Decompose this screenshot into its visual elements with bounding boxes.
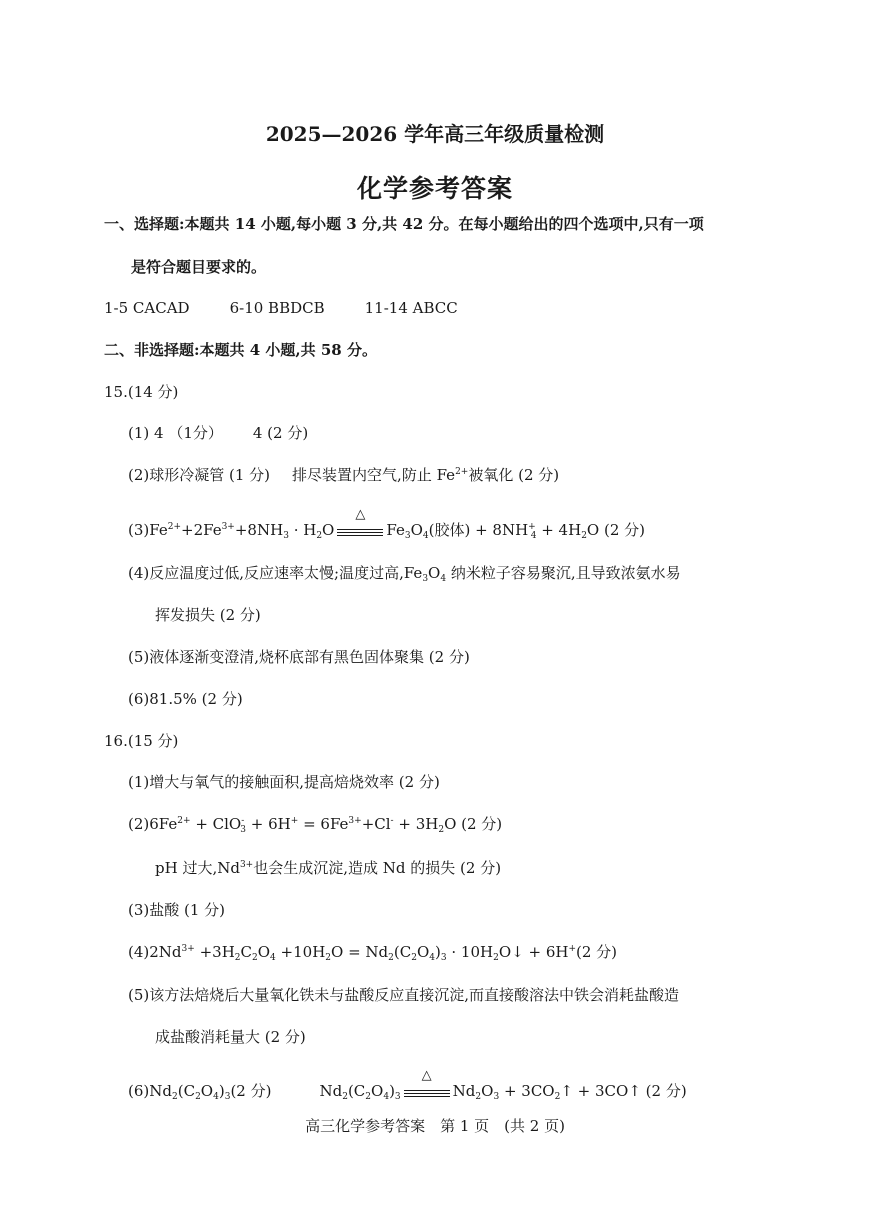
q16-part4-equation: $(4)2Nd^{3+} +3H_2C_2O_4 +10H_2O = Nd_2(C_2O_4)_3$ · $10H_2O↓ + 6H^+(2$ 分) [128,943,618,963]
heating-condition-arrow-2 [404,1068,450,1102]
q15-part4-line2: 挥发损失 (2 分) [155,606,261,624]
q15-part4-line1: (4)反应温度过低,反应速率太慢;温度过高$,Fe_3O_4$ 纳米粒子容易聚沉,且导致浓氨水易 [128,564,681,584]
q16-part3: (3)盐酸 (1 分) [128,901,226,919]
q16-part6-equation: $(6)Nd_2(C_2O_4)_3(2$ 分) $Nd_2(C_2O_4)_3$ △ $Nd_2O_3$ + $3CO_2↑$ + 3CO↑ (2 分) [128,1068,687,1102]
q16-part5-line1: (5)该方法焙烧后大量氧化铁未与盐酸反应直接沉淀,而直接酸溶法中铁会消耗盐酸造 [128,986,680,1004]
q16-part2-note: pH 过大$,Nd^{3+}$也会生成沉淀,造成 Nd 的损失 (2 分) [155,859,502,877]
q16-part2-equation: $(2)6Fe^{2+} + ClO^-_3 + 6H^+ = 6Fe^{3+}+Cl^- + 3H_2O$ (2 分) [128,815,503,835]
q15-part5: (5)液体逐渐变澄清,烧杯底部有黑色固体聚集 (2 分) [128,648,470,666]
document-year-title: 2025—2026 学年高三年级质量检测 [265,122,605,146]
page-footer: 高三化学参考答案 第 1 页 (共 2 页) [305,1117,565,1135]
q15-part1-answer-b: 4 (2 分) [252,424,309,442]
section2-heading: 二、非选择题:本题共 4 小题,共 58 分。 [104,341,377,359]
choice-answers [104,298,458,318]
heat-triangle-icon: △ [355,507,366,522]
q16-part1: (1)增大与氧气的接触面积,提高焙烧效率 (2 分) [128,773,440,791]
q15-part1-answer-a: (1) 4 （1分） [128,424,223,442]
q15-part2-answer-a: (2)球形冷凝管 (1 分) [128,466,271,484]
choice-answers-1-5: 1-5 CACAD [104,299,190,317]
heating-condition-arrow [337,507,383,541]
q15-part2-answer-b: 排尽装置内空气,防止 $Fe^{2+}$被氧化 (2 分) [292,466,560,484]
q15-part2 [128,465,559,485]
q15-part1 [128,423,308,443]
q16-part5-line2: 成盐酸消耗量大 (2 分) [155,1028,306,1046]
q15-label: 15.(14 分) [104,383,179,401]
heat-triangle-icon: △ [421,1068,432,1083]
choice-answers-6-10: 6-10 BBDCB [229,299,325,317]
section1-heading-line2: 是符合题目要求的。 [131,258,267,276]
q15-part6: (6)81.5% (2 分) [128,690,243,708]
choice-answers-11-14: 11-14 ABCC [364,299,458,317]
q16-label: 16.(15 分) [104,732,179,750]
document-main-title: 化学参考答案 [356,174,513,203]
section1-heading-line1: 一、选择题:本题共 14 小题,每小题 3 分,共 42 分。在每小题给出的四个选项中,只有一项 [104,215,704,233]
q15-part3-equation: $(3)Fe^{2+}+2Fe^{3+}+8NH_3 \cdot H_2O$ △ $Fe_3O_4$(胶体) + $8NH^+_4 + 4H_2O$ (2 分) [128,507,646,541]
